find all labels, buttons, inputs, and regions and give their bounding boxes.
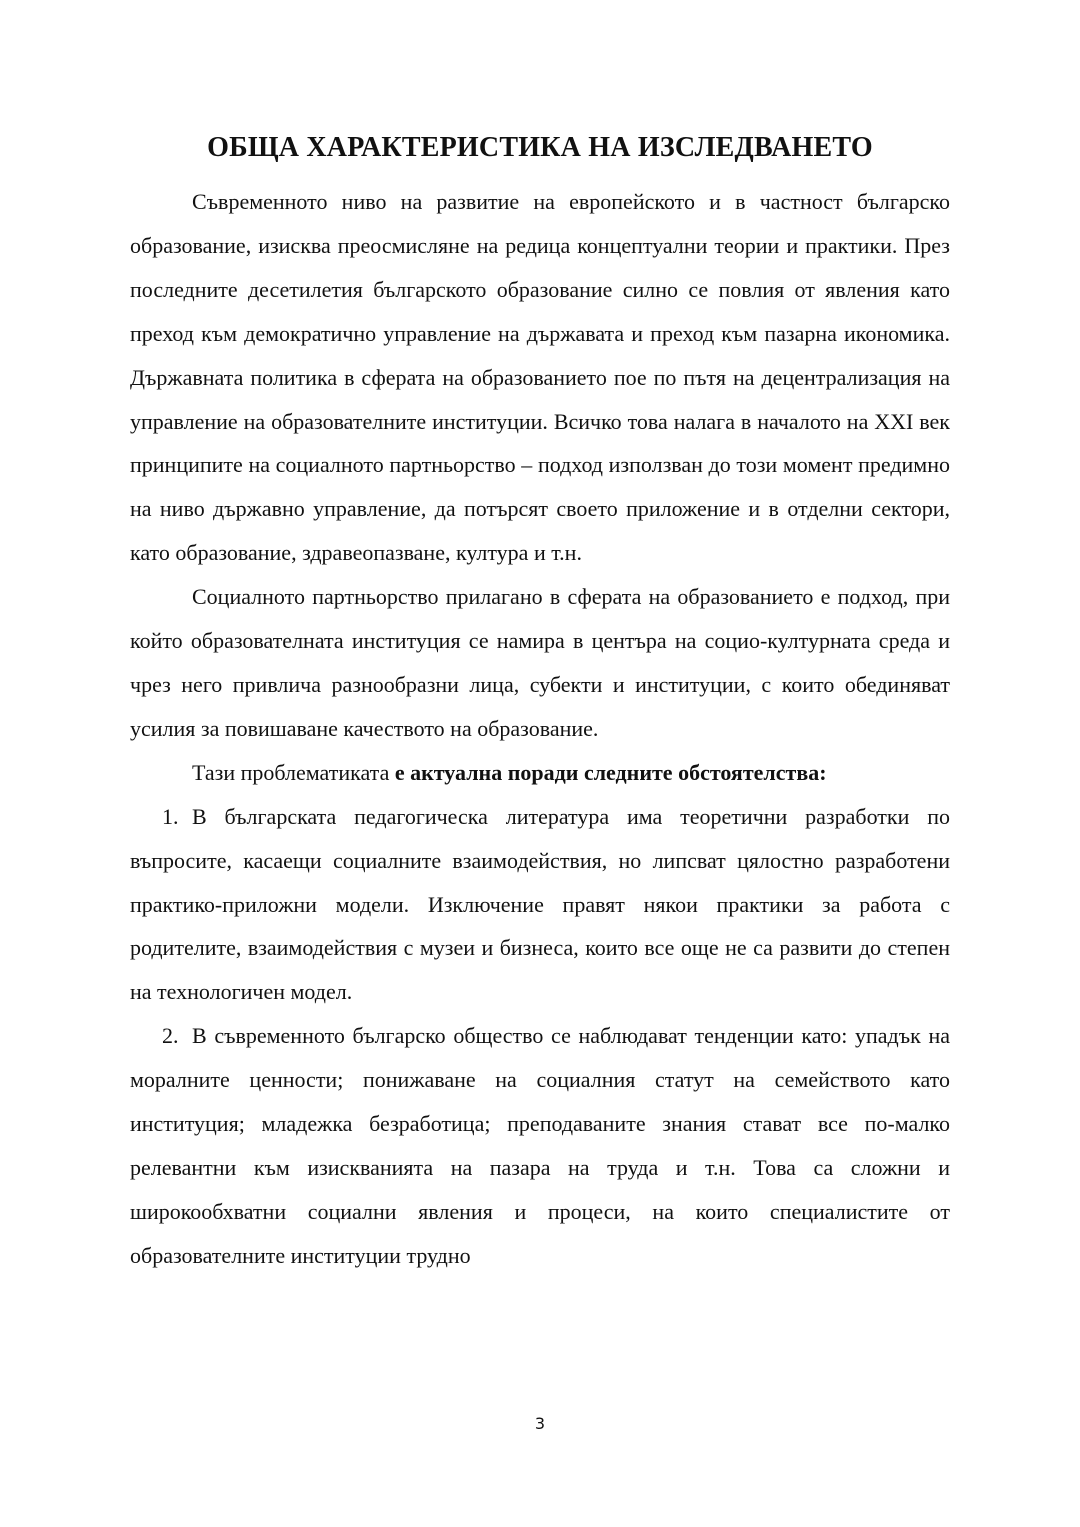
list-item xyxy=(130,1014,950,1277)
list-item-text: В съвременното българско общество се наблюдават тенденции като: упадък на моралните ценности; понижаване на социалния статут на семейството като институция; младежка безработица; преподаваните знания стават все по-малко релевантни към изискванията на пазара на труда и т.н. Това са сложни и широкообхватни социални явления и процеси, на които специалистите от образователните институции трудно xyxy=(130,1023,950,1268)
document-body xyxy=(130,180,950,1278)
paragraph-intro: Съвременното ниво на развитие на европейското и в частност българско образование, изисква преосмисляне на редица концептуални теории и практики. През последните десетилетия българското образование силно се повлия от явления като преход към демократично управление на държавата и преход към пазарна икономика. Държавната политика в сферата на образованието пое по пътя на децентрализация на управление на образователните институции. Всичко това налага в началото на XXI век принципите на социалното партньорство – подход използван до този момент предимно на ниво държавно управление, да потърсят своето приложение и в отделни сектори, като образование, здравеопазване, култура и т.н. xyxy=(130,189,950,566)
list-item xyxy=(130,795,950,1015)
document-title: ОБЩА ХАРАКТЕРИСТИКА НА ИЗСЛЕДВАНЕТО xyxy=(207,132,873,163)
relevance-lead-text: Тази проблематиката xyxy=(192,759,395,785)
page-number: 3 xyxy=(534,1414,546,1433)
list-item-text: В българската педагогическа литература има теоретични разработки по въпросите, касаещи социалните взаимодействия, но липсват цялостно разработени практико-приложни модели. Изключение правят някои практики за работа с родителите, взаимодействия с музеи и бизнеса, които все още не са развити до степен на технологичен модел. xyxy=(130,803,950,1005)
list-item-number: 2. xyxy=(162,1023,179,1049)
paragraph-relevance xyxy=(130,751,950,795)
paragraph-social-partnership: Социалното партньорство прилагано в сферата на образованието е подход, при който образователната институция се намира в центъра на социо-културната среда и чрез него привлича разнообразни лица, субекти и институции, с които обединяват усилия за повишаване качеството на образование. xyxy=(130,584,950,741)
relevance-bold-text: е актуална поради следните обстоятелства: xyxy=(394,759,827,785)
list-item-number: 1. xyxy=(162,803,179,829)
